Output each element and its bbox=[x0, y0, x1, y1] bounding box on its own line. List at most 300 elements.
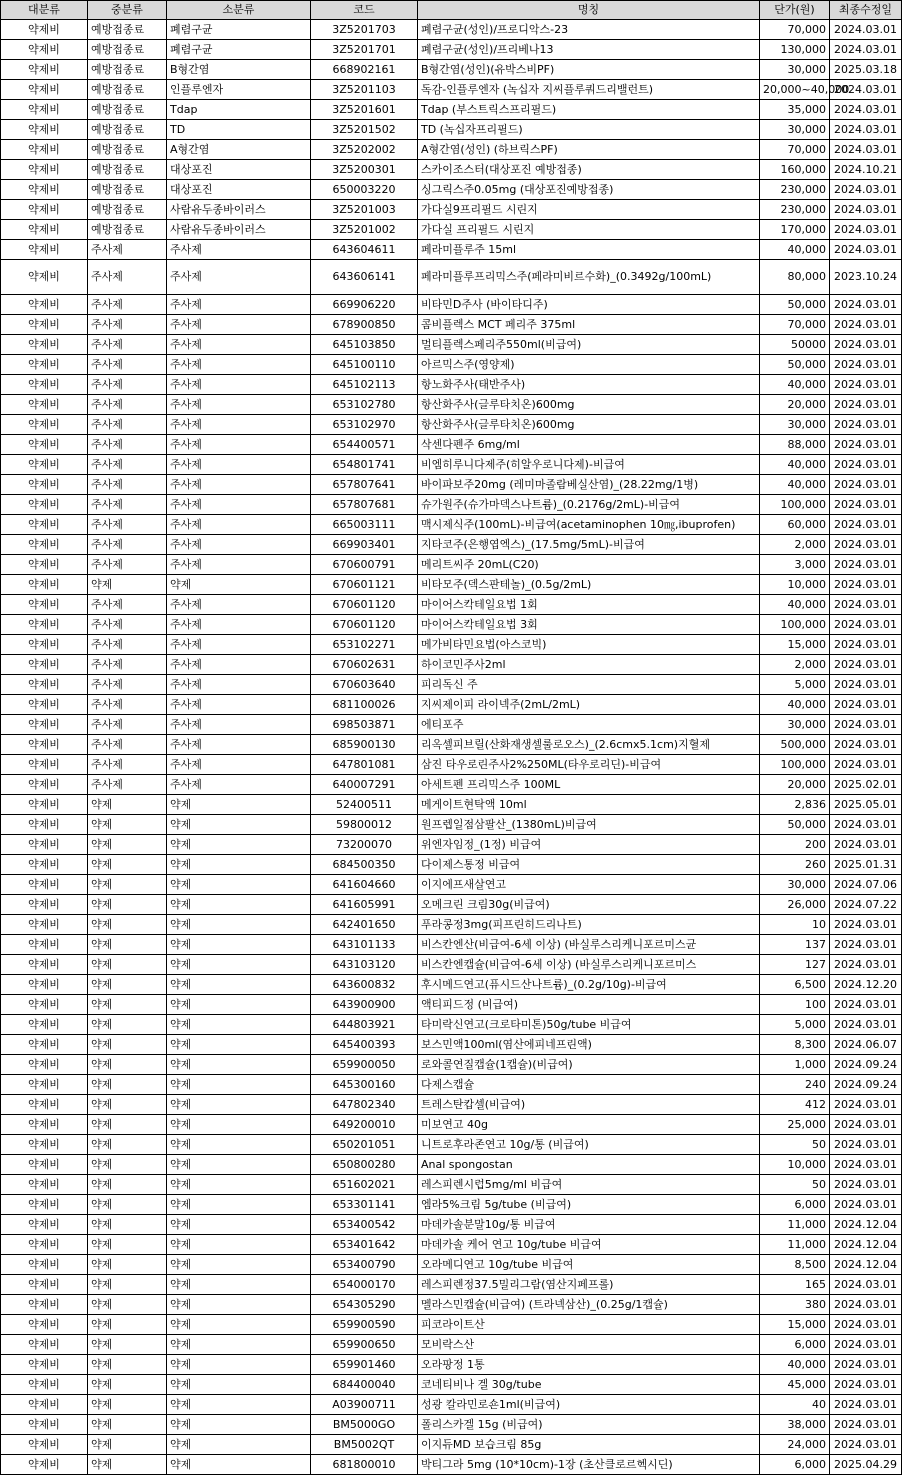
cell-code: 685900130 bbox=[311, 735, 418, 755]
cell-name: B형간염(성인)(유박스비PF) bbox=[418, 60, 760, 80]
cell-sub-category: 약제 bbox=[167, 1195, 311, 1215]
cell-sub-category: A형간염 bbox=[167, 140, 311, 160]
table-row bbox=[1, 795, 902, 815]
cell-code: A03900711 bbox=[311, 1395, 418, 1415]
table-body bbox=[1, 20, 902, 1475]
cell-major-category: 약제비 bbox=[1, 675, 88, 695]
cell-sub-category: 약제 bbox=[167, 1275, 311, 1295]
cell-sub-category: 대상포진 bbox=[167, 180, 311, 200]
cell-last-modified: 2024.09.24 bbox=[830, 1055, 902, 1075]
cell-code: 73200070 bbox=[311, 835, 418, 855]
cell-mid-category: 약제 bbox=[88, 1315, 167, 1335]
cell-sub-category: 주사제 bbox=[167, 595, 311, 615]
cell-unit-price: 11,000 bbox=[760, 1235, 830, 1255]
cell-mid-category: 예방접종료 bbox=[88, 180, 167, 200]
cell-code: 670603640 bbox=[311, 675, 418, 695]
cell-name: 마데카솔분말10g/통 비급여 bbox=[418, 1215, 760, 1235]
cell-sub-category: 대상포진 bbox=[167, 160, 311, 180]
table-row bbox=[1, 675, 902, 695]
table-row bbox=[1, 575, 902, 595]
cell-major-category: 약제비 bbox=[1, 895, 88, 915]
cell-mid-category: 약제 bbox=[88, 1095, 167, 1115]
cell-last-modified: 2025.04.29 bbox=[830, 1455, 902, 1475]
cell-major-category: 약제비 bbox=[1, 855, 88, 875]
cell-code: 670601120 bbox=[311, 615, 418, 635]
cell-unit-price: 2,000 bbox=[760, 655, 830, 675]
cell-mid-category: 약제 bbox=[88, 995, 167, 1015]
cell-major-category: 약제비 bbox=[1, 1295, 88, 1315]
cell-mid-category: 주사제 bbox=[88, 755, 167, 775]
cell-unit-price: 30,000 bbox=[760, 415, 830, 435]
cell-last-modified: 2024.03.01 bbox=[830, 695, 902, 715]
cell-name: 폐렴구균(성인)/프로디악스-23 bbox=[418, 20, 760, 40]
cell-last-modified: 2024.03.01 bbox=[830, 835, 902, 855]
table-row bbox=[1, 775, 902, 795]
cell-unit-price: 30,000 bbox=[760, 875, 830, 895]
cell-code: 653301141 bbox=[311, 1195, 418, 1215]
cell-major-category: 약제비 bbox=[1, 555, 88, 575]
cell-last-modified: 2024.03.01 bbox=[830, 1375, 902, 1395]
cell-mid-category: 주사제 bbox=[88, 395, 167, 415]
table-row bbox=[1, 1175, 902, 1195]
cell-sub-category: 약제 bbox=[167, 1135, 311, 1155]
cell-mid-category: 약제 bbox=[88, 1175, 167, 1195]
cell-name: 지타코주(은행엽엑스)_(17.5mg/5mL)-비급여 bbox=[418, 535, 760, 555]
table-row bbox=[1, 415, 902, 435]
cell-code: 3Z5201701 bbox=[311, 40, 418, 60]
cell-major-category: 약제비 bbox=[1, 1055, 88, 1075]
cell-last-modified: 2024.03.01 bbox=[830, 1415, 902, 1435]
cell-last-modified: 2024.03.01 bbox=[830, 40, 902, 60]
cell-name: 바이파보주20mg (레미마졸람베실산염)_(28.22mg/1병) bbox=[418, 475, 760, 495]
cell-unit-price: 230,000 bbox=[760, 200, 830, 220]
cell-unit-price: 2,000 bbox=[760, 535, 830, 555]
cell-code: 654000170 bbox=[311, 1275, 418, 1295]
table-row bbox=[1, 1115, 902, 1135]
cell-name: Tdap (부스트릭스프리필드) bbox=[418, 100, 760, 120]
cell-major-category: 약제비 bbox=[1, 715, 88, 735]
cell-name: 마데카솔 케어 연고 10g/tube 비급여 bbox=[418, 1235, 760, 1255]
header-sub-category: 소분류 bbox=[167, 1, 311, 20]
cell-name: 레스피렌시럽5mg/ml 비급여 bbox=[418, 1175, 760, 1195]
cell-major-category: 약제비 bbox=[1, 435, 88, 455]
cell-last-modified: 2024.03.01 bbox=[830, 375, 902, 395]
cell-unit-price: 40,000 bbox=[760, 475, 830, 495]
cell-mid-category: 주사제 bbox=[88, 515, 167, 535]
cell-code: 644803921 bbox=[311, 1015, 418, 1035]
cell-unit-price: 170,000 bbox=[760, 220, 830, 240]
cell-last-modified: 2024.10.21 bbox=[830, 160, 902, 180]
cell-mid-category: 주사제 bbox=[88, 535, 167, 555]
cell-major-category: 약제비 bbox=[1, 140, 88, 160]
cell-mid-category: 약제 bbox=[88, 1435, 167, 1455]
cell-sub-category: 약제 bbox=[167, 895, 311, 915]
cell-name: 페라미플루프리믹스주(페라미비르수화)_(0.3492g/100mL) bbox=[418, 260, 760, 295]
cell-major-category: 약제비 bbox=[1, 355, 88, 375]
table-row bbox=[1, 835, 902, 855]
cell-code: 684500350 bbox=[311, 855, 418, 875]
cell-last-modified: 2024.03.01 bbox=[830, 555, 902, 575]
cell-name: 하이코민주사2ml bbox=[418, 655, 760, 675]
cell-name: 피리독신 주 bbox=[418, 675, 760, 695]
cell-mid-category: 약제 bbox=[88, 1035, 167, 1055]
cell-name: 성광 칼라민로숀1ml(비급여) bbox=[418, 1395, 760, 1415]
table-row bbox=[1, 695, 902, 715]
cell-sub-category: 주사제 bbox=[167, 715, 311, 735]
table-row bbox=[1, 200, 902, 220]
cell-major-category: 약제비 bbox=[1, 595, 88, 615]
cell-unit-price: 70,000 bbox=[760, 20, 830, 40]
cell-name: 후시메드연고(퓨시드산나트륨)_(0.2g/10g)-비급여 bbox=[418, 975, 760, 995]
cell-sub-category: 약제 bbox=[167, 1415, 311, 1435]
cell-mid-category: 예방접종료 bbox=[88, 200, 167, 220]
table-row bbox=[1, 315, 902, 335]
table-row bbox=[1, 180, 902, 200]
table-row bbox=[1, 260, 902, 295]
cell-major-category: 약제비 bbox=[1, 1355, 88, 1375]
cell-name: A형간염(성인) (하브릭스PF) bbox=[418, 140, 760, 160]
cell-code: 645103850 bbox=[311, 335, 418, 355]
cell-major-category: 약제비 bbox=[1, 995, 88, 1015]
cell-last-modified: 2024.03.01 bbox=[830, 815, 902, 835]
cell-code: 653102780 bbox=[311, 395, 418, 415]
cell-name: 모비락스산 bbox=[418, 1335, 760, 1355]
cell-mid-category: 주사제 bbox=[88, 735, 167, 755]
cell-unit-price: 10,000 bbox=[760, 575, 830, 595]
cell-last-modified: 2024.03.01 bbox=[830, 675, 902, 695]
cell-name: 위엔자임정_(1정) 비급여 bbox=[418, 835, 760, 855]
cell-last-modified: 2024.03.01 bbox=[830, 635, 902, 655]
cell-last-modified: 2024.03.01 bbox=[830, 315, 902, 335]
cell-mid-category: 주사제 bbox=[88, 415, 167, 435]
cell-major-category: 약제비 bbox=[1, 160, 88, 180]
cell-code: 52400511 bbox=[311, 795, 418, 815]
cell-code: 643900900 bbox=[311, 995, 418, 1015]
cell-major-category: 약제비 bbox=[1, 120, 88, 140]
cell-code: 643101133 bbox=[311, 935, 418, 955]
table-row bbox=[1, 100, 902, 120]
cell-sub-category: 주사제 bbox=[167, 675, 311, 695]
table-row bbox=[1, 1215, 902, 1235]
cell-mid-category: 약제 bbox=[88, 575, 167, 595]
cell-sub-category: B형간염 bbox=[167, 60, 311, 80]
cell-sub-category: 주사제 bbox=[167, 295, 311, 315]
table-row bbox=[1, 395, 902, 415]
cell-sub-category: 약제 bbox=[167, 795, 311, 815]
cell-mid-category: 약제 bbox=[88, 975, 167, 995]
cell-sub-category: 주사제 bbox=[167, 375, 311, 395]
cell-mid-category: 약제 bbox=[88, 1415, 167, 1435]
cell-unit-price: 15,000 bbox=[760, 635, 830, 655]
cell-last-modified: 2024.03.01 bbox=[830, 915, 902, 935]
cell-unit-price: 8,300 bbox=[760, 1035, 830, 1055]
cell-unit-price: 50,000 bbox=[760, 295, 830, 315]
cell-mid-category: 약제 bbox=[88, 1455, 167, 1475]
cell-name: 오메크린 크림30g(비급여) bbox=[418, 895, 760, 915]
cell-major-category: 약제비 bbox=[1, 1215, 88, 1235]
table-row bbox=[1, 1275, 902, 1295]
cell-code: 659901460 bbox=[311, 1355, 418, 1375]
cell-code: 3Z5201103 bbox=[311, 80, 418, 100]
cell-unit-price: 15,000 bbox=[760, 1315, 830, 1335]
cell-sub-category: 약제 bbox=[167, 1255, 311, 1275]
cell-name: 비타민D주사 (바이타디주) bbox=[418, 295, 760, 315]
cell-last-modified: 2024.12.04 bbox=[830, 1215, 902, 1235]
cell-sub-category: 약제 bbox=[167, 1215, 311, 1235]
cell-name: 독감-인플루엔자 (녹십자 지씨플루쿼드리밸런트) bbox=[418, 80, 760, 100]
cell-major-category: 약제비 bbox=[1, 1335, 88, 1355]
cell-major-category: 약제비 bbox=[1, 815, 88, 835]
cell-mid-category: 주사제 bbox=[88, 295, 167, 315]
table-row bbox=[1, 595, 902, 615]
cell-name: 리옥셀피브릴(산화재생셀룰로오스)_(2.6cmx5.1cm)지혈제 bbox=[418, 735, 760, 755]
cell-major-category: 약제비 bbox=[1, 1275, 88, 1295]
cell-code: 650800280 bbox=[311, 1155, 418, 1175]
cell-sub-category: TD bbox=[167, 120, 311, 140]
table-row bbox=[1, 1395, 902, 1415]
cell-last-modified: 2024.03.01 bbox=[830, 475, 902, 495]
table-row bbox=[1, 955, 902, 975]
cell-mid-category: 주사제 bbox=[88, 375, 167, 395]
cell-unit-price: 20,000 bbox=[760, 775, 830, 795]
cell-sub-category: 주사제 bbox=[167, 535, 311, 555]
table-row bbox=[1, 515, 902, 535]
cell-name: 메가비타민요법(아스코빅) bbox=[418, 635, 760, 655]
table-row bbox=[1, 815, 902, 835]
cell-major-category: 약제비 bbox=[1, 1075, 88, 1095]
cell-mid-category: 예방접종료 bbox=[88, 120, 167, 140]
table-row bbox=[1, 935, 902, 955]
cell-major-category: 약제비 bbox=[1, 495, 88, 515]
cell-last-modified: 2024.03.01 bbox=[830, 595, 902, 615]
cell-name: 미보연고 40g bbox=[418, 1115, 760, 1135]
cell-mid-category: 예방접종료 bbox=[88, 140, 167, 160]
cell-unit-price: 40,000 bbox=[760, 1355, 830, 1375]
cell-major-category: 약제비 bbox=[1, 755, 88, 775]
cell-code: 3Z5201003 bbox=[311, 200, 418, 220]
cell-unit-price: 20,000~40,000 bbox=[760, 80, 830, 100]
cell-sub-category: 약제 bbox=[167, 995, 311, 1015]
cell-name: 지씨제이피 라이넥주(2mL/2mL) bbox=[418, 695, 760, 715]
cell-code: 647802340 bbox=[311, 1095, 418, 1115]
cell-last-modified: 2025.05.01 bbox=[830, 795, 902, 815]
cell-last-modified: 2024.03.01 bbox=[830, 435, 902, 455]
cell-mid-category: 약제 bbox=[88, 835, 167, 855]
cell-unit-price: 5,000 bbox=[760, 1015, 830, 1035]
table-row bbox=[1, 1295, 902, 1315]
cell-major-category: 약제비 bbox=[1, 1455, 88, 1475]
cell-major-category: 약제비 bbox=[1, 535, 88, 555]
cell-mid-category: 약제 bbox=[88, 855, 167, 875]
cell-major-category: 약제비 bbox=[1, 655, 88, 675]
cell-sub-category: 폐렴구균 bbox=[167, 40, 311, 60]
table-row bbox=[1, 975, 902, 995]
cell-sub-category: 약제 bbox=[167, 875, 311, 895]
cell-unit-price: 70,000 bbox=[760, 140, 830, 160]
cell-sub-category: 약제 bbox=[167, 1055, 311, 1075]
cell-code: 3Z5201703 bbox=[311, 20, 418, 40]
cell-last-modified: 2024.03.01 bbox=[830, 395, 902, 415]
cell-name: 메리트씨주 20mL(C20) bbox=[418, 555, 760, 575]
cell-code: 678900850 bbox=[311, 315, 418, 335]
cell-code: 684400040 bbox=[311, 1375, 418, 1395]
cell-sub-category: Tdap bbox=[167, 100, 311, 120]
cell-sub-category: 약제 bbox=[167, 1015, 311, 1035]
cell-last-modified: 2024.03.01 bbox=[830, 535, 902, 555]
table-row bbox=[1, 755, 902, 775]
table-row bbox=[1, 435, 902, 455]
cell-unit-price: 100,000 bbox=[760, 495, 830, 515]
cell-major-category: 약제비 bbox=[1, 1155, 88, 1175]
cell-unit-price: 26,000 bbox=[760, 895, 830, 915]
cell-name: 비엠히루니다제주(히알우로니다제)-비급여 bbox=[418, 455, 760, 475]
table-row bbox=[1, 535, 902, 555]
cell-name: 오라팡정 1통 bbox=[418, 1355, 760, 1375]
cell-sub-category: 약제 bbox=[167, 1155, 311, 1175]
cell-last-modified: 2024.03.01 bbox=[830, 955, 902, 975]
cell-name: 타미락신연고(크로타미톤)50g/tube 비급여 bbox=[418, 1015, 760, 1035]
cell-last-modified: 2024.03.01 bbox=[830, 735, 902, 755]
table-row bbox=[1, 915, 902, 935]
cell-code: 645102113 bbox=[311, 375, 418, 395]
cell-unit-price: 6,000 bbox=[760, 1195, 830, 1215]
cell-code: 650201051 bbox=[311, 1135, 418, 1155]
cell-major-category: 약제비 bbox=[1, 80, 88, 100]
table-row bbox=[1, 555, 902, 575]
cell-sub-category: 약제 bbox=[167, 955, 311, 975]
cell-name: 트레스탄캅셀(비급여) bbox=[418, 1095, 760, 1115]
cell-last-modified: 2024.03.01 bbox=[830, 615, 902, 635]
cell-major-category: 약제비 bbox=[1, 1135, 88, 1155]
cell-code: 654801741 bbox=[311, 455, 418, 475]
cell-mid-category: 약제 bbox=[88, 1115, 167, 1135]
cell-name: 에티포주 bbox=[418, 715, 760, 735]
cell-last-modified: 2024.03.01 bbox=[830, 1275, 902, 1295]
cell-last-modified: 2024.03.01 bbox=[830, 1395, 902, 1415]
cell-unit-price: 50,000 bbox=[760, 815, 830, 835]
table-row bbox=[1, 1095, 902, 1115]
cell-major-category: 약제비 bbox=[1, 375, 88, 395]
table-row bbox=[1, 1315, 902, 1335]
cell-name: 비타모주(덱스판테놀)_(0.5g/2mL) bbox=[418, 575, 760, 595]
cell-sub-category: 주사제 bbox=[167, 735, 311, 755]
cell-code: 651602021 bbox=[311, 1175, 418, 1195]
cell-code: 647801081 bbox=[311, 755, 418, 775]
cell-name: 아세트펜 프리믹스주 100ML bbox=[418, 775, 760, 795]
cell-major-category: 약제비 bbox=[1, 260, 88, 295]
header-major-category: 대분류 bbox=[1, 1, 88, 20]
cell-major-category: 약제비 bbox=[1, 775, 88, 795]
cell-sub-category: 주사제 bbox=[167, 555, 311, 575]
cell-unit-price: 25,000 bbox=[760, 1115, 830, 1135]
table-row bbox=[1, 1355, 902, 1375]
cell-name: 멜라스민캡슐(비급여) (트라넥삼산)_(0.25g/1캡슐) bbox=[418, 1295, 760, 1315]
cell-code: 653401642 bbox=[311, 1235, 418, 1255]
cell-mid-category: 예방접종료 bbox=[88, 20, 167, 40]
table-row bbox=[1, 635, 902, 655]
table-row bbox=[1, 1455, 902, 1475]
table-row bbox=[1, 1015, 902, 1035]
cell-major-category: 약제비 bbox=[1, 295, 88, 315]
cell-last-modified: 2025.03.18 bbox=[830, 60, 902, 80]
cell-unit-price: 6,000 bbox=[760, 1455, 830, 1475]
cell-mid-category: 약제 bbox=[88, 935, 167, 955]
table-row bbox=[1, 455, 902, 475]
table-row bbox=[1, 1035, 902, 1055]
cell-last-modified: 2024.09.24 bbox=[830, 1075, 902, 1095]
cell-sub-category: 주사제 bbox=[167, 495, 311, 515]
cell-last-modified: 2024.03.01 bbox=[830, 1335, 902, 1355]
table-row bbox=[1, 80, 902, 100]
cell-last-modified: 2024.03.01 bbox=[830, 1155, 902, 1175]
cell-sub-category: 약제 bbox=[167, 1235, 311, 1255]
cell-major-category: 약제비 bbox=[1, 735, 88, 755]
cell-last-modified: 2024.03.01 bbox=[830, 295, 902, 315]
cell-unit-price: 100,000 bbox=[760, 615, 830, 635]
cell-code: 641605991 bbox=[311, 895, 418, 915]
cell-major-category: 약제비 bbox=[1, 415, 88, 435]
cell-name: 삼진 타우로린주사2%250ML(타우로리딘)-비급여 bbox=[418, 755, 760, 775]
cell-major-category: 약제비 bbox=[1, 615, 88, 635]
cell-mid-category: 주사제 bbox=[88, 615, 167, 635]
table-row bbox=[1, 240, 902, 260]
cell-mid-category: 약제 bbox=[88, 915, 167, 935]
cell-mid-category: 예방접종료 bbox=[88, 60, 167, 80]
cell-last-modified: 2024.03.01 bbox=[830, 140, 902, 160]
cell-sub-category: 주사제 bbox=[167, 260, 311, 295]
header-code: 코드 bbox=[311, 1, 418, 20]
cell-mid-category: 예방접종료 bbox=[88, 100, 167, 120]
cell-name: 폴리스카겔 15g (비급여) bbox=[418, 1415, 760, 1435]
table-row bbox=[1, 735, 902, 755]
cell-unit-price: 50,000 bbox=[760, 355, 830, 375]
cell-unit-price: 260 bbox=[760, 855, 830, 875]
cell-code: 653400790 bbox=[311, 1255, 418, 1275]
cell-mid-category: 약제 bbox=[88, 1375, 167, 1395]
table-row bbox=[1, 1255, 902, 1275]
cell-sub-category: 주사제 bbox=[167, 335, 311, 355]
cell-major-category: 약제비 bbox=[1, 915, 88, 935]
table-row bbox=[1, 495, 902, 515]
cell-mid-category: 예방접종료 bbox=[88, 160, 167, 180]
cell-code: 659900050 bbox=[311, 1055, 418, 1075]
cell-code: 645300160 bbox=[311, 1075, 418, 1095]
cell-unit-price: 40,000 bbox=[760, 375, 830, 395]
cell-last-modified: 2024.03.01 bbox=[830, 455, 902, 475]
cell-major-category: 약제비 bbox=[1, 635, 88, 655]
cell-sub-category: 약제 bbox=[167, 1115, 311, 1135]
cell-name: 코네티비나 겔 30g/tube bbox=[418, 1375, 760, 1395]
cell-sub-category: 주사제 bbox=[167, 655, 311, 675]
cell-name: 니트로후라존연고 10g/통 (비급여) bbox=[418, 1135, 760, 1155]
cell-name: 항산화주사(글루타치온)600mg bbox=[418, 415, 760, 435]
cell-major-category: 약제비 bbox=[1, 40, 88, 60]
table-row bbox=[1, 615, 902, 635]
cell-name: 메게이트현탁액 10ml bbox=[418, 795, 760, 815]
cell-name: 삭센다펜주 6mg/ml bbox=[418, 435, 760, 455]
cell-major-category: 약제비 bbox=[1, 1175, 88, 1195]
cell-code: 643604611 bbox=[311, 240, 418, 260]
cell-mid-category: 예방접종료 bbox=[88, 220, 167, 240]
cell-code: 653400542 bbox=[311, 1215, 418, 1235]
cell-mid-category: 주사제 bbox=[88, 455, 167, 475]
cell-last-modified: 2024.03.01 bbox=[830, 100, 902, 120]
cell-last-modified: 2024.03.01 bbox=[830, 1015, 902, 1035]
table-row bbox=[1, 140, 902, 160]
cell-last-modified: 2024.03.01 bbox=[830, 240, 902, 260]
cell-sub-category: 주사제 bbox=[167, 240, 311, 260]
cell-code: 3Z5201002 bbox=[311, 220, 418, 240]
